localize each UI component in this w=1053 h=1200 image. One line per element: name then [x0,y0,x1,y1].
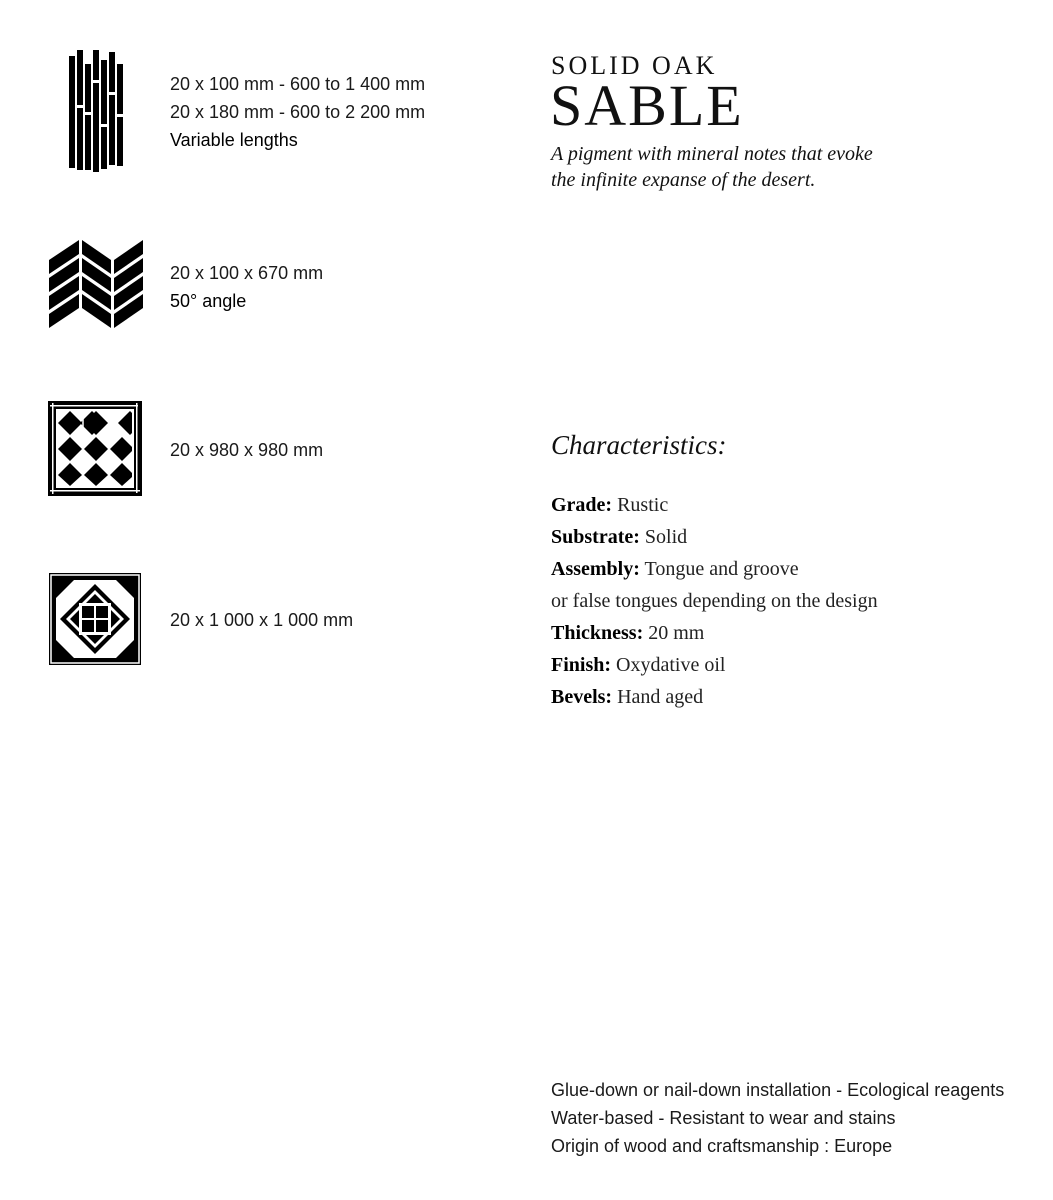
spec-line: Variable lengths [170,130,298,150]
chevron-icon [49,240,143,332]
basketweave-panel-icon [48,401,142,496]
description-line: the infinite expanse of the desert. [551,169,816,191]
characteristic-assembly [551,553,878,585]
spec-line: 20 x 100 x 670 mm [170,263,324,283]
characteristic-substrate [551,521,878,553]
footer-line: Glue-down or nail-down installation - Ecological reagents [551,1080,1005,1100]
characteristic-thickness [551,617,878,649]
substrate-value: Solid [644,526,688,548]
versailles-panel-icon [49,573,141,665]
finish-label: Finish: [551,654,612,676]
footer-line: Origin of wood and craftsmanship : Europe [551,1136,893,1156]
product-title: SABLE [550,73,744,138]
spec-line: 50° angle [170,291,247,311]
footer-line: Water-based - Resistant to wear and stains [551,1108,896,1128]
pattern-1-specs [170,70,425,154]
bevels-label: Bevels: [551,686,613,708]
bevels-value: Hand aged [617,686,704,708]
pattern-2-specs [170,259,323,315]
assembly-continuation: or false tongues depending on the design [551,590,878,612]
plank-icon [68,50,128,172]
characteristics-list [551,489,878,713]
assembly-value: Tongue and groove [644,558,799,580]
characteristic-bevels [551,681,878,713]
pattern-3-specs [170,436,323,464]
assembly-label: Assembly: [551,558,640,580]
characteristic-grade [551,489,878,521]
thickness-value: 20 mm [648,622,705,644]
product-subtitle: SOLID OAK [551,51,718,80]
pattern-4-specs [170,606,353,634]
characteristic-finish [551,649,878,681]
finish-value: Oxydative oil [616,654,726,676]
spec-line: 20 x 1 000 x 1 000 mm [170,610,354,630]
grade-value: Rustic [617,494,669,516]
spec-line: 20 x 980 x 980 mm [170,440,324,460]
substrate-label: Substrate: [551,526,640,548]
footer-notes [551,1076,1004,1160]
spec-line: 20 x 180 mm - 600 to 2 200 mm [170,102,426,122]
thickness-label: Thickness: [551,622,644,644]
spec-line: 20 x 100 mm - 600 to 1 400 mm [170,74,426,94]
description-line: A pigment with mineral notes that evoke [551,143,873,165]
characteristics-heading: Characteristics: [551,430,727,460]
product-description [551,141,873,193]
grade-label: Grade: [551,494,613,516]
